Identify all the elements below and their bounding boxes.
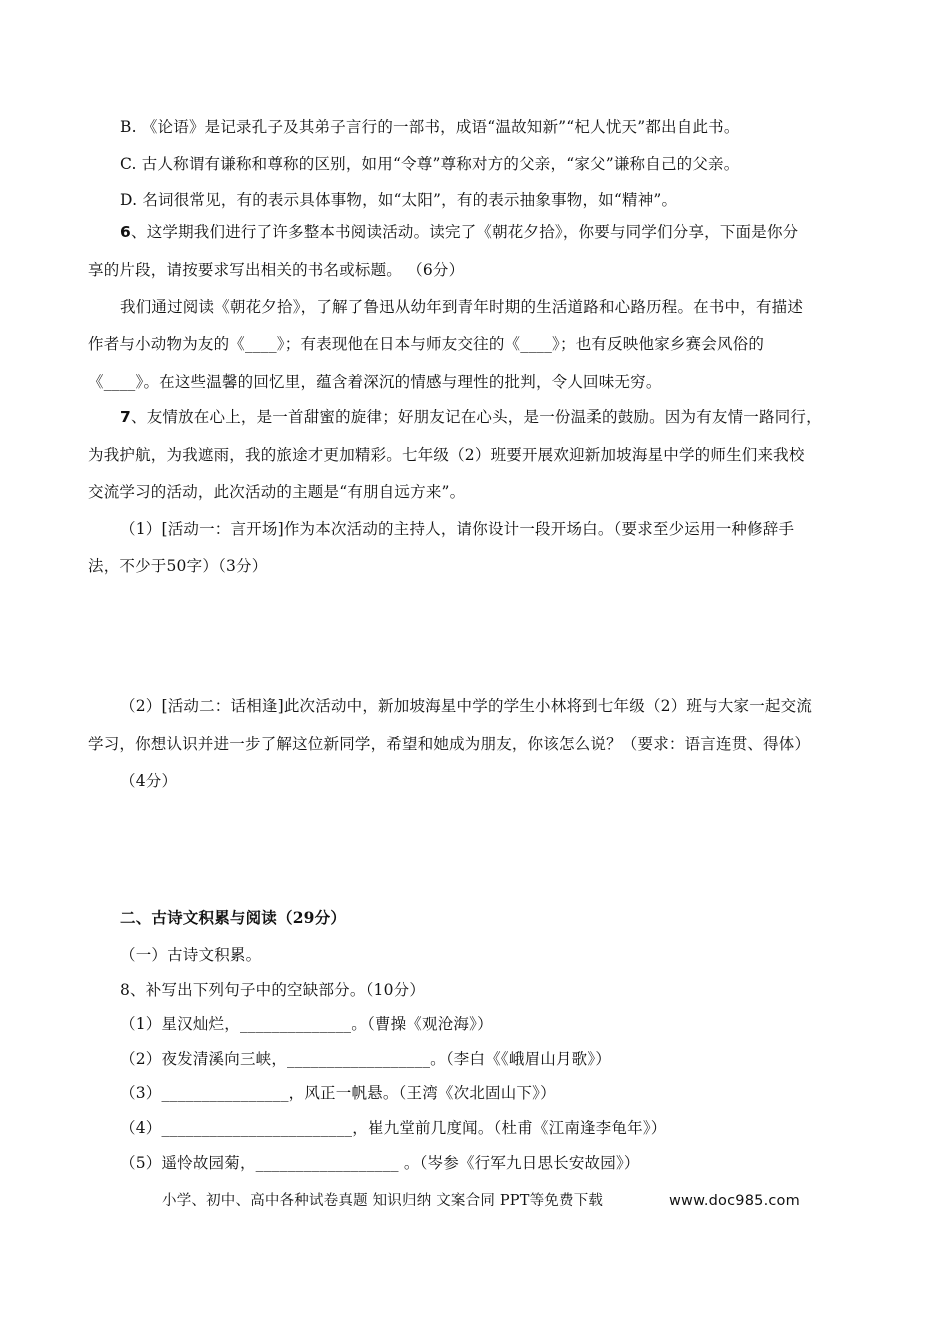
option-c: C. 古人称谓有谦称和尊称的区别，如用“令尊”尊称对方的父亲，“家父”谦称自己的父亲。 [120,155,740,173]
question-6-number: 6 [120,223,131,241]
question-8-item-3: （3）________________，风正一帆悬。（王湾《次北固山下》） [120,1084,556,1102]
question-6-line-2: 享的片段，请按要求写出相关的书名或标题。 （6分） [88,261,465,279]
question-6-passage-line-2: 作者与小动物为友的《____》；有表现他在日本与师友交往的《____》；也有反映他家乡赛会风俗的 [88,335,765,353]
question-7-line-2: 为我护航，为我遮雨，我的旅途才更加精彩。七年级（2）班要开展欢迎新加坡海星中学的师生们来我校 [88,446,805,464]
question-6-passage-line-1: 我们通过阅读《朝花夕拾》，了解了鲁迅从幼年到青年时期的生活道路和心路历程。在书中，有描述 [120,298,804,316]
option-b: B. 《论语》是记录孔子及其弟子言行的一部书，成语“温故知新”“杞人忧天”都出自此书。 [120,118,740,136]
question-8-item-5: （5）遥怜故园菊，__________________ 。（岑参《行军九日思长安故园》） [120,1154,640,1172]
section-2-heading: 二、古诗文积累与阅读（29分） [120,908,347,927]
question-7-sub-1-line-1: （1）[活动一：言开场]作为本次活动的主持人，请你设计一段开场白。（要求至少运用一种修辞手 [120,520,795,538]
question-7-sub-2-line-3: （4分） [120,772,178,790]
question-7-sub-2-line-2: 学习，你想认识并进一步了解这位新同学，希望和她成为朋友，你该怎么说？（要求：语言连贯、得体） [88,735,811,753]
question-7-number: 7 [120,408,131,426]
footer-text: 小学、初中、高中各种试卷真题 知识归纳 文案合同 PPT等免费下载 [162,1193,604,1209]
question-6-passage-line-3: 《____》。在这些温馨的回忆里，蕴含着深沉的情感与理性的批判，令人回味无穷。 [88,373,662,391]
question-7-sub-2-line-1: （2）[活动二：话相逢]此次活动中，新加坡海星中学的学生小林将到七年级（2）班与大家一起交流 [120,697,813,715]
option-d: D. 名词很常见，有的表示具体事物，如“太阳”，有的表示抽象事物，如“精神”。 [120,191,678,209]
question-8-title: 8、补写出下列句子中的空缺部分。（10分） [120,981,426,999]
question-7-line-3: 交流学习的活动，此次活动的主题是“有朋自远方来”。 [88,483,466,501]
question-6-line-1: 6、这学期我们进行了许多整本书阅读活动。读完了《朝花夕拾》，你要与同学们分享，下面是你分 [120,223,799,241]
question-8-item-1: （1）星汉灿烂，______________。（曹操《观沧海》） [120,1015,493,1033]
footer-url[interactable]: www.doc985.com [669,1193,800,1209]
question-8-item-2: （2）夜发清溪向三峡，__________________。（李白《《峨眉山月歌》） [120,1050,612,1068]
question-7-sub-1-line-2: 法，不少于50字）（3分） [88,557,268,575]
section-2-part-1: （一）古诗文积累。 [120,946,262,964]
question-7-line-1: 7、友情放在心上，是一首甜蜜的旋律；好朋友记在心头，是一份温柔的鼓励。因为有友情一路同行， [120,408,822,426]
question-8-item-4: （4）________________________，崔九堂前几度闻。（杜甫《江南逢李龟年》） [120,1119,667,1137]
